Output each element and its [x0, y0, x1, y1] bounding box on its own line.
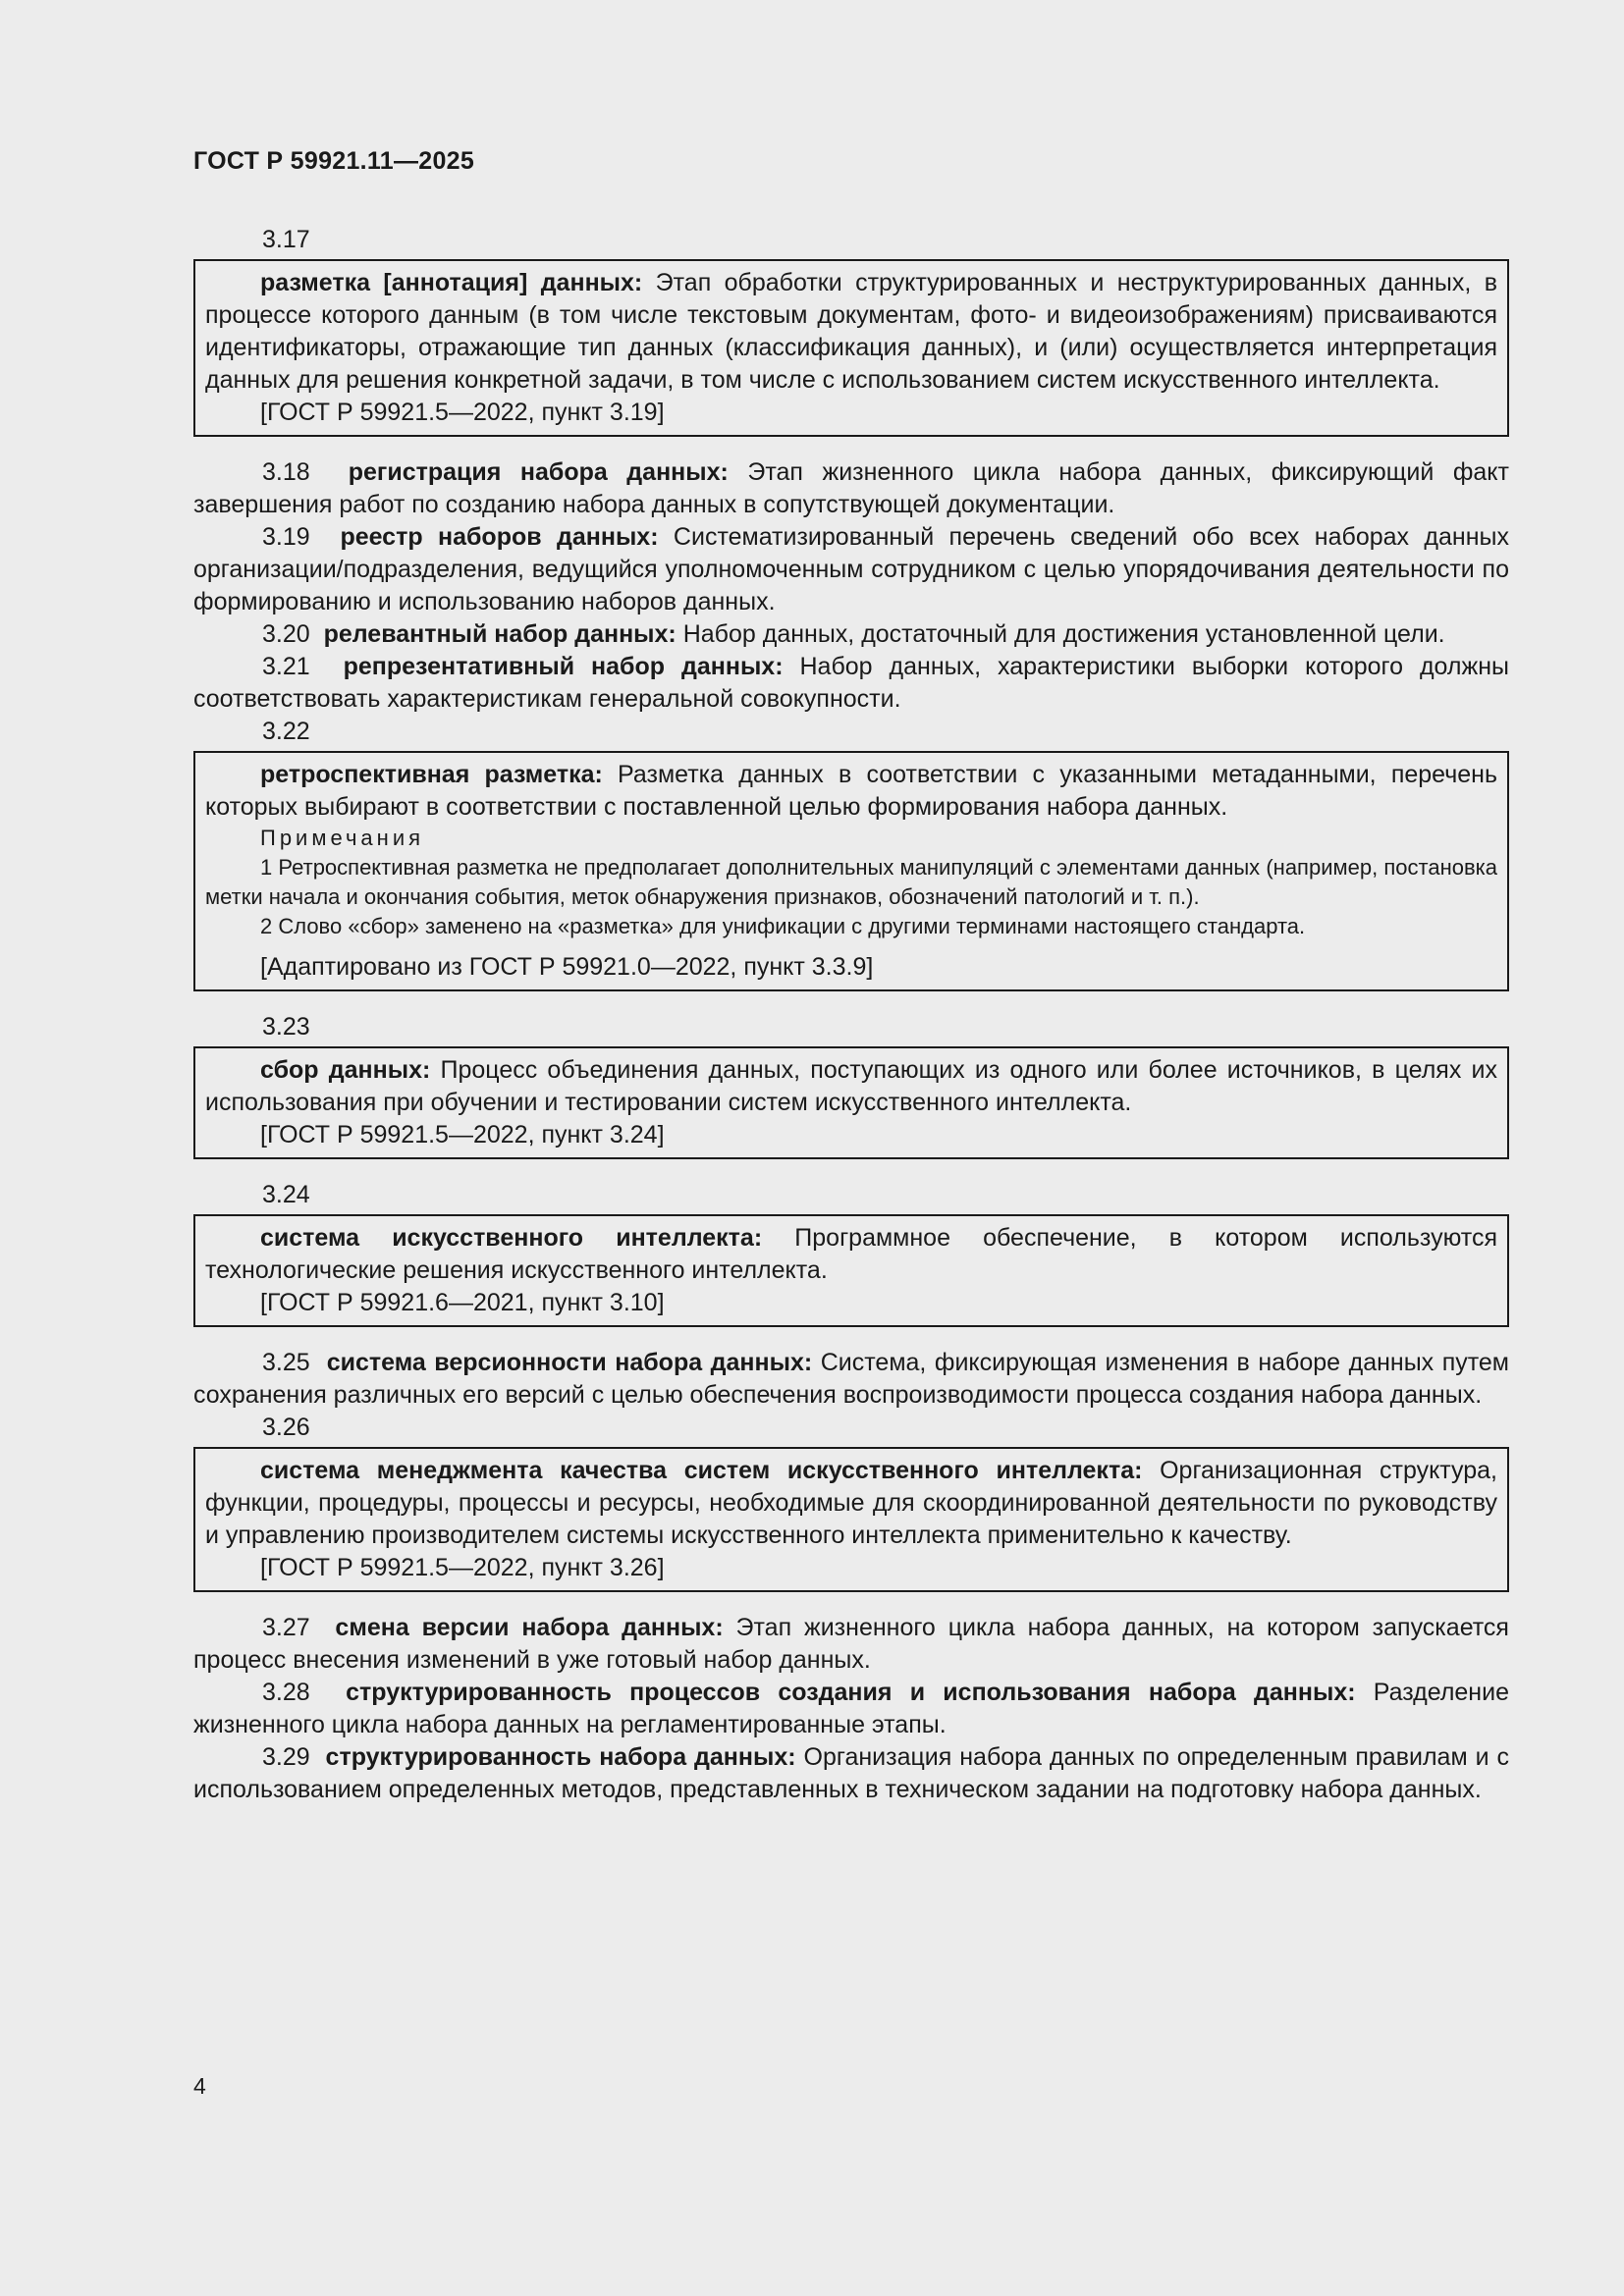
term-paragraph-3-27 [193, 1612, 1509, 1677]
term-title: релевантный набор данных: [323, 620, 677, 648]
term-source: [Адаптировано из ГОСТ Р 59921.0—2022, пункт 3.3.9] [260, 953, 874, 981]
term-definition: Программное обеспечение, в котором используются технологические решения искусственного интеллекта. [205, 1224, 1497, 1284]
term-number: 3.28 [262, 1679, 310, 1706]
term-definition: Набор данных, характеристики выборки которого должны соответствовать характеристикам генеральной совокупности. [193, 653, 1509, 713]
term-definition: Система, фиксирующая изменения в наборе данных путем сохранения различных его версий с целью обеспечения воспроизводимости процесса создания набора данных. [193, 1349, 1509, 1409]
term-definition: Разметка данных в соответствии с указанными метаданными, перечень которых выбирают в соответствии с поставленной целью формирования набора данных. [205, 761, 1497, 821]
term-title: система искусственного интеллекта: [260, 1224, 763, 1252]
term-definition: Этап жизненного цикла набора данных, на котором запускается процесс внесения изменений в уже готовый набор данных. [193, 1614, 1509, 1674]
document-body [193, 224, 1509, 1806]
notes-heading: Примечания [260, 826, 425, 850]
term-title: разметка [аннотация] данных: [260, 269, 643, 296]
term-number-3-24: 3.24 [262, 1181, 310, 1208]
term-definition: Набор данных, достаточный для достижения установленной цели. [676, 620, 1445, 648]
term-number: 3.19 [262, 523, 310, 551]
document-code-header: ГОСТ Р 59921.11—2025 [193, 147, 475, 175]
term-definition: Разделение жизненного цикла набора данных на регламентированные этапы. [193, 1679, 1509, 1738]
note-2: 2 Слово «сбор» заменено на «разметка» для унификации с другими терминами настоящего стандарта. [260, 914, 1306, 938]
term-definition: Организационная структура, функции, процедуры, процессы и ресурсы, необходимые для скоординированной деятельности по руководству и управлению производителем системы искусственного интеллекта применительно к качеству. [205, 1457, 1497, 1549]
term-source: [ГОСТ Р 59921.5—2022, пункт 3.24] [260, 1121, 665, 1148]
term-source: [ГОСТ Р 59921.6—2021, пункт 3.10] [260, 1289, 665, 1316]
term-paragraph-3-21 [193, 651, 1509, 716]
term-box-3-24 [193, 1214, 1509, 1327]
page-number: 4 [193, 2073, 206, 2099]
term-title: структурированность процессов создания и использования набора данных: [346, 1679, 1356, 1706]
term-title: ретроспективная разметка: [260, 761, 603, 788]
term-number-3-23: 3.23 [262, 1013, 310, 1041]
term-box-3-17 [193, 259, 1509, 437]
term-title: регистрация набора данных: [348, 458, 729, 486]
term-box-3-22 [193, 751, 1509, 991]
term-definition: Систематизированный перечень сведений обо всех наборах данных организации/подразделения, ведущийся уполномоченным сотрудником с целью упорядочивания деятельности по формированию и использованию наборов данных. [193, 523, 1509, 615]
term-definition: Этап жизненного цикла набора данных, фиксирующий факт завершения работ по созданию набора данных в сопутствующей документации. [193, 458, 1509, 518]
term-title: сбор данных: [260, 1056, 431, 1084]
term-source: [ГОСТ Р 59921.5—2022, пункт 3.19] [260, 399, 665, 426]
term-source: [ГОСТ Р 59921.5—2022, пункт 3.26] [260, 1554, 665, 1581]
term-number: 3.27 [262, 1614, 310, 1641]
term-number: 3.25 [262, 1349, 310, 1376]
term-number-3-26: 3.26 [262, 1414, 310, 1441]
term-paragraph-3-19 [193, 521, 1509, 618]
term-box-3-26 [193, 1447, 1509, 1592]
term-number: 3.20 [262, 620, 310, 648]
term-title: реестр наборов данных: [340, 523, 659, 551]
term-paragraph-3-25 [193, 1347, 1509, 1412]
term-number: 3.18 [262, 458, 310, 486]
note-1: 1 Ретроспективная разметка не предполагает дополнительных манипуляций с элементами данных (например, постановка метки начала и окончания события, меток обнаружения признаков, обозначений патологий и т. п.). [205, 855, 1497, 909]
term-number-3-17: 3.17 [262, 226, 310, 253]
term-title: смена версии набора данных: [335, 1614, 724, 1641]
term-title: структурированность набора данных: [325, 1743, 796, 1771]
term-title: репрезентативный набор данных: [343, 653, 784, 680]
term-paragraph-3-28 [193, 1677, 1509, 1741]
term-definition: Процесс объединения данных, поступающих из одного или более источников, в целях их использования при обучении и тестировании систем искусственного интеллекта. [205, 1056, 1497, 1116]
term-title: система менеджмента качества систем искусственного интеллекта: [260, 1457, 1143, 1484]
term-paragraph-3-18 [193, 456, 1509, 521]
term-paragraph-3-20 [193, 618, 1509, 651]
term-number-3-22: 3.22 [262, 718, 310, 745]
term-definition: Этап обработки структурированных и неструктурированных данных, в процессе которого данным (в том числе текстовым документам, фото- и видеоизображениям) присваиваются идентификаторы, отражающие тип данных (классификация данных), и (или) осуществляется интерпретация данных для решения конкретной задачи, в том числе с использованием систем искусственного интеллекта. [205, 269, 1497, 394]
term-box-3-23 [193, 1046, 1509, 1159]
term-definition: Организация набора данных по определенным правилам и с использованием определенных методов, представленных в техническом задании на подготовку набора данных. [193, 1743, 1509, 1803]
term-number: 3.29 [262, 1743, 310, 1771]
term-number: 3.21 [262, 653, 310, 680]
term-paragraph-3-29 [193, 1741, 1509, 1806]
term-title: система версионности набора данных: [326, 1349, 813, 1376]
